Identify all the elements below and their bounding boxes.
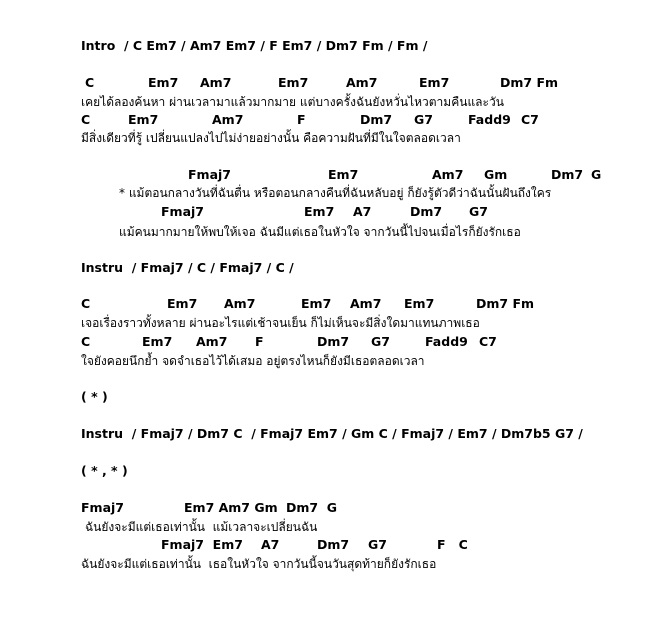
chord: Em7 (128, 112, 159, 127)
chord: Am7 (196, 334, 228, 349)
chord: Gm (484, 167, 508, 182)
chord: A7 (261, 537, 280, 552)
chord: Am7 (346, 75, 378, 90)
chord: Am7 (200, 75, 232, 90)
instru-line: Instru / Fmaj7 / Dm7 C / Fmaj7 Em7 / Gm C / Fmaj7 / Em7 / Dm7b5 G7 / (81, 426, 583, 441)
lyric-line: มีสิ่งเดียวที่รู้ เปลี่ยนแปลงไปไม่ง่ายอย่างนั้น คือความฝันที่มีในใจตลอดเวลา (81, 131, 461, 145)
chord: Em7 Am7 Gm (184, 500, 278, 515)
chord: G (591, 167, 602, 182)
chord: Em7 (278, 75, 309, 90)
chord: C (81, 296, 91, 311)
chord: Am7 (432, 167, 464, 182)
chord: Fmaj7 (161, 204, 204, 219)
chord: Dm7 Fm (476, 296, 535, 311)
chord: F (297, 112, 306, 127)
chord: G7 (414, 112, 433, 127)
chord: Fmaj7 Em7 (161, 537, 243, 552)
chord: Fmaj7 (81, 500, 124, 515)
chord: Am7 (224, 296, 256, 311)
lyric-line: แม้คนมากมายให้พบให้เจอ ฉันมีแต่เธอในหัวใจ จากวันนี้ไปจนเมื่อไรก็ยังรักเธอ (119, 225, 521, 239)
lyric-line: ฉันยังจะมีแต่เธอเท่านั้น แม้เวลาจะเปลี่ยนฉัน (85, 520, 318, 534)
chord: Em7 (404, 296, 435, 311)
chord: Em7 (301, 296, 332, 311)
chord: C7 (479, 334, 497, 349)
chord: Dm7 (360, 112, 393, 127)
chord: Am7 (350, 296, 382, 311)
chord: Em7 (328, 167, 359, 182)
chord: Em7 (304, 204, 335, 219)
repeat-marker: ( * ) (81, 389, 108, 404)
chord: C (85, 75, 95, 90)
lyric-line: เคยได้ลองค้นหา ผ่านเวลามาแล้วมากมาย แต่บางครั้งฉันยังหวั่นไหวตามคืนและวัน (81, 95, 504, 109)
chord: Em7 (419, 75, 450, 90)
chord: G7 (469, 204, 488, 219)
lyric-line: ฉันยังจะมีแต่เธอเท่านั้น เธอในหัวใจ จากวันนี้จนวันสุดท้ายก็ยังรักเธอ (81, 557, 437, 571)
chord: Dm7 (410, 204, 443, 219)
chord: C (81, 112, 91, 127)
chord: F C (437, 537, 468, 552)
chord: C (81, 334, 91, 349)
chord: Em7 (148, 75, 179, 90)
chord: C7 (521, 112, 539, 127)
chord: Am7 (212, 112, 244, 127)
chord: Dm7 (551, 167, 584, 182)
instru-line: Instru / Fmaj7 / C / Fmaj7 / C / (81, 260, 294, 275)
lyric-line: * แม้ตอนกลางวันที่ฉันตื่น หรือตอนกลางคืนที่ฉันหลับอยู่ ก็ยังรู้ตัวดีว่าฉันนั้นฝันถึงใคร (119, 186, 552, 200)
lyric-line: เจอเรื่องราวทั้งหลาย ผ่านอะไรแต่เช้าจนเย็น ก็ไม่เห็นจะมีสิ่งใดมาแทนภาพเธอ (81, 316, 480, 330)
lyric-line: ใจยังคอยนึกย้ำ จดจำเธอไว้ได้เสมอ อยู่ตรงไหนก็ยังมีเธอตลอดเวลา (81, 354, 425, 368)
chord: Fmaj7 (188, 167, 231, 182)
chord: F (255, 334, 264, 349)
chord: G7 (368, 537, 387, 552)
chord: A7 (353, 204, 372, 219)
chord: Em7 (167, 296, 198, 311)
chord: Dm7 G (286, 500, 338, 515)
chord: Dm7 (317, 537, 350, 552)
chord: Dm7 (317, 334, 350, 349)
chord: Fadd9 (425, 334, 468, 349)
chord: Em7 (142, 334, 173, 349)
chord: G7 (371, 334, 390, 349)
repeat-marker: ( * , * ) (81, 463, 128, 478)
chord: Fadd9 (468, 112, 511, 127)
chord: Dm7 Fm (500, 75, 559, 90)
intro-line: Intro / C Em7 / Am7 Em7 / F Em7 / Dm7 Fm / Fm / (81, 38, 428, 53)
